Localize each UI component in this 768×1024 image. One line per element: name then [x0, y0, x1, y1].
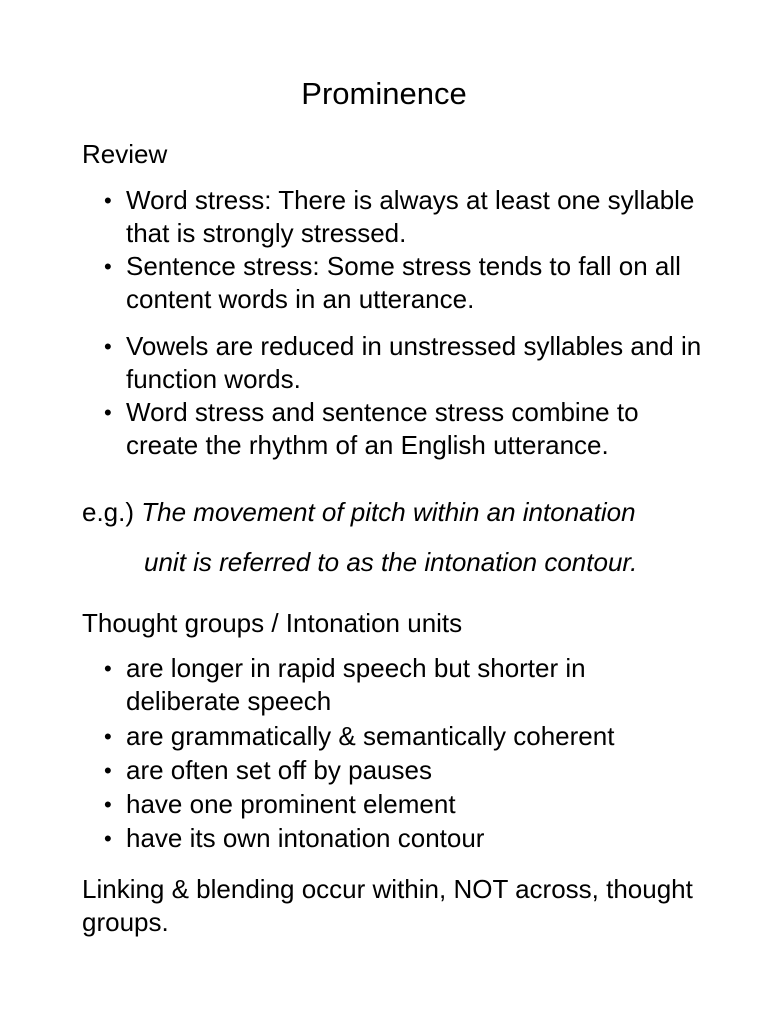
bullet-icon: • — [104, 188, 112, 213]
bullet-icon: • — [104, 792, 112, 817]
example-text-1: The movement of pitch within an intonation — [141, 497, 636, 527]
closing-paragraph: Linking & blending occur within, NOT across, thought groups. — [82, 874, 693, 937]
list-item — [104, 250, 704, 316]
list-item-text: are longer in rapid speech but shorter in deliberate speech — [126, 653, 586, 716]
bullet-icon: • — [104, 656, 112, 681]
review-heading: Review — [82, 139, 168, 169]
thought-groups-heading: Thought groups / Intonation units — [82, 608, 463, 638]
list-item — [104, 330, 704, 396]
list-item — [104, 822, 704, 855]
list-item — [104, 788, 704, 821]
bullet-icon: • — [104, 254, 112, 279]
bullet-icon: • — [104, 758, 112, 783]
list-item — [104, 184, 704, 250]
example-line-2: unit is referred to as the intonation contour. — [144, 547, 638, 577]
review-bullets-group-2 — [104, 330, 704, 462]
page-title: Prominence — [301, 76, 467, 111]
thought-groups-bullets — [104, 652, 704, 855]
review-bullets-group-1 — [104, 184, 704, 316]
list-item-text: Sentence stress: Some stress tends to fall on all content words in an utterance. — [126, 251, 681, 314]
bullet-icon: • — [104, 334, 112, 359]
list-item — [104, 396, 704, 462]
list-item-text: are often set off by pauses — [126, 755, 432, 785]
bullet-icon: • — [104, 400, 112, 425]
list-item-text: Word stress and sentence stress combine to create the rhythm of an English utterance. — [126, 397, 639, 460]
bullet-icon: • — [104, 826, 112, 851]
example-line-1 — [82, 496, 636, 528]
list-item — [104, 720, 704, 753]
example-prefix: e.g.) — [82, 497, 135, 527]
bullet-icon: • — [104, 724, 112, 749]
list-item-text: Word stress: There is always at least one syllable that is strongly stressed. — [126, 185, 695, 248]
list-item-text: Vowels are reduced in unstressed syllables and in function words. — [126, 331, 702, 394]
list-item-text: have its own intonation contour — [126, 823, 485, 853]
list-item-text: are grammatically & semantically coherent — [126, 721, 615, 751]
list-item — [104, 652, 704, 718]
list-item-text: have one prominent element — [126, 789, 456, 819]
list-item — [104, 754, 704, 787]
